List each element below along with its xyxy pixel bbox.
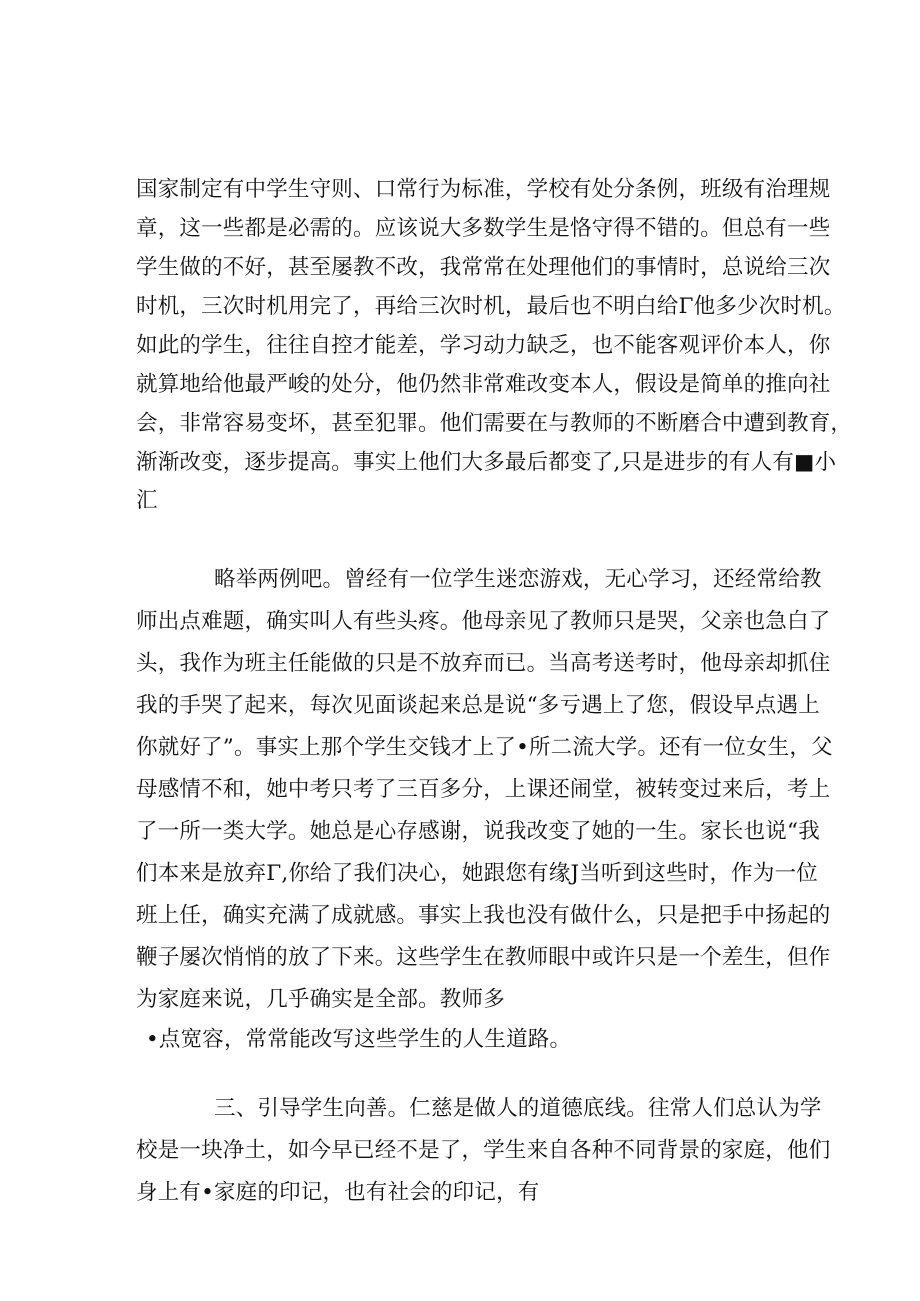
- paragraph-2-line-10: 鞭子屡次悄悄的放了下来。这些学生在教师眼中或许只是一个差生，但作: [136, 945, 831, 970]
- paragraph-2-line-3: 头，我作为班主任能做的只是不放弃而已。当高考送考时，他母亲却抓住: [136, 651, 831, 676]
- paragraph-2-line-8: 们本来是放弃Γ,你给了我们决心，她跟您有缘J当听到这些时，作为一位: [136, 861, 818, 886]
- paragraph-1-line-5: 如此的学生，往往自控才能差，学习动力缺乏，也不能客观评价本人，你: [136, 333, 831, 358]
- paragraph-2-line-11: 为家庭来说，几乎确实是全部。教师多: [136, 987, 505, 1012]
- paragraph-1-line-3: 学生做的不好，甚至屡教不改，我常常在处理他们的事情时，总说给三次: [136, 255, 831, 280]
- paragraph-2-line-7: 了一所一类大学。她总是心存感谢，说我改变了她的一生。家长也说“我: [136, 819, 820, 844]
- paragraph-1-line-4: 时机，三次时机用完了，再给三次时机，最后也不明白给Γ他多少次时机。: [136, 294, 846, 319]
- paragraph-2-line-1: 略举两例吧。曾经有一位学生迷恋游戏，无心学习，还经常给教: [214, 567, 822, 592]
- paragraph-1-line-7: 会，非常容易变坏，甚至犯罪。他们需要在与教师的不断磨合中遭到教育，: [136, 411, 853, 436]
- paragraph-3-line-1: 三、引导学生向善。仁慈是做人的道德底线。往常人们总认为学: [214, 1096, 822, 1121]
- paragraph-3-line-3: 身上有•家庭的印记，也有社会的印记，有: [136, 1180, 540, 1205]
- paragraph-2-line-12: •点宽容，常常能改写这些学生的人生道路。: [146, 1027, 572, 1052]
- paragraph-2-line-4: 我的手哭了起来，每次见面谈起来总是说“多亏遇上了您，假设早点遇上: [136, 693, 820, 718]
- paragraph-1-line-6: 就算地给他最严峻的处分，他仍然非常难改变本人，假设是简单的推向社: [136, 372, 831, 397]
- paragraph-2-line-2: 师出点难题，确实叫人有些头疼。他母亲见了教师只是哭，父亲也急白了: [136, 609, 831, 634]
- paragraph-1-line-1: 国家制定有中学生守则、口常行为标准，学校有处分条例，班级有治理规: [136, 177, 831, 202]
- paragraph-1-line-8: 渐渐改变，逐步提高。事实上他们大多最后都变了,只是进步的有人有■小: [136, 450, 837, 475]
- paragraph-2-line-5: 你就好了”。事实上那个学生交钱才上了•所二流大学。还有一位女生，父: [136, 735, 833, 760]
- paragraph-1-line-2: 章，这一些都是必需的。应该说大多数学生是恪守得不错的。但总有一些: [136, 216, 831, 241]
- paragraph-2-line-9: 班上任，确实充满了成就感。事实上我也没有做什么，只是把手中扬起的: [136, 903, 831, 928]
- paragraph-3-line-2: 校是一块净土，如今早已经不是了，学生来自各种不同背景的家庭，他们: [136, 1138, 831, 1163]
- paragraph-2-line-6: 母感情不和，她中考只考了三百多分，上课还闹堂，被转变过来后，考上: [136, 777, 831, 802]
- paragraph-1-line-9: 汇: [136, 488, 158, 513]
